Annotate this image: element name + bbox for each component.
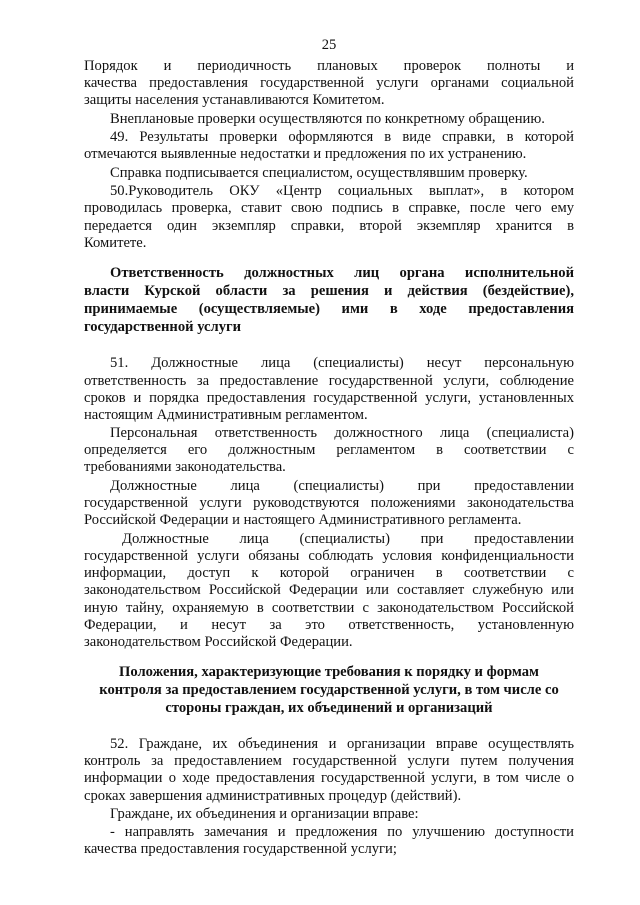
p-52-line-1: 52. Граждане, их объединения и организации вправе осуществлять	[110, 736, 574, 752]
p-confidential-line-2: государственной услуги обязаны соблюдать условия конфиденциальности	[84, 548, 574, 564]
p-signed-line-1: Справка подписывается специалистом, осуществлявшим проверку.	[110, 165, 528, 181]
p-unplanned-line-1: Внеплановые проверки осуществляются по конкретному обращению.	[110, 111, 545, 127]
p-49-line-2: отмечаются выявленные недостатки и предложения по их устранению.	[84, 146, 527, 162]
p-send-remarks-line-1: - направлять замечания и предложения по улучшению доступности	[110, 824, 574, 840]
p-personal-line-2: определяется его должностным регламентом в соответствии с	[84, 442, 574, 458]
p-confidential-line-4: законодательством Российской Федерации или составляет служебную или	[84, 582, 574, 598]
p-51-line-1: 51. Должностные лица (специалисты) несут персональную	[110, 355, 574, 371]
p-control-order-line-2: качества предоставления государственной услуги органами социальной	[84, 75, 574, 91]
p-control-order-line-1: Порядок и периодичность плановых проверок полноты и	[84, 58, 574, 74]
p-confidential-line-3: информации, доступ к которой ограничен в соответствии с	[84, 565, 574, 581]
p-citizens-right-line-1: Граждане, их объединения и организации вправе:	[110, 806, 419, 822]
h-provisions-line-3: стороны граждан, их объединений и организаций	[165, 700, 493, 716]
p-guided-line-2: государственной услуги руководствуются положениями законодательства	[84, 495, 574, 511]
p-guided-line-3: Российской Федерации и настоящего Административного регламента.	[84, 512, 522, 528]
h-responsibility-line-3: принимаемые (осуществляемые) ими в ходе предоставления	[84, 301, 574, 317]
p-confidential-line-5: иную тайну, охраняемую в соответствии с законодательством Российской	[84, 600, 574, 616]
p-52-line-4: сроках завершения административных процедур (действий).	[84, 788, 462, 804]
p-confidential-line-1: Должностные лица (специалисты) при предоставлении	[122, 531, 574, 547]
p-50-line-2: проводилась проверка, ставит свою подпись в справке, после чего ему	[84, 200, 574, 216]
p-49-line-1: 49. Результаты проверки оформляются в виде справки, в которой	[110, 129, 574, 145]
p-50-line-3: передается один экземпляр справки, второй экземпляр хранится в	[84, 218, 574, 234]
p-guided-line-1: Должностные лица (специалисты) при предоставлении	[110, 478, 574, 494]
h-responsibility-line-4: государственной услуги	[84, 319, 242, 335]
page-number: 25	[321, 37, 337, 53]
p-confidential-line-6: Федерации, и несут за это ответственность, установленную	[84, 617, 574, 633]
h-responsibility-line-1: Ответственность должностных лиц органа исполнительной	[110, 265, 574, 281]
p-control-order-line-3: защиты населения устанавливаются Комитетом.	[84, 92, 385, 108]
document-page	[84, 0, 574, 905]
p-personal-line-3: требованиями законодательства.	[84, 459, 286, 475]
p-52-line-2: контроль за предоставлением государственной услуги путем получения	[84, 753, 574, 769]
p-51-line-3: сроков и порядка предоставления государственной услуги, установленных	[84, 390, 574, 406]
p-confidential-line-7: законодательством Российской Федерации.	[84, 634, 353, 650]
h-provisions-line-1: Положения, характеризующие требования к порядку и формам	[119, 664, 539, 680]
p-51-line-2: ответственность за предоставление государственной услуги, соблюдение	[84, 373, 574, 389]
p-51-line-4: настоящим Административным регламентом.	[84, 407, 368, 423]
h-responsibility-line-2: власти Курской области за решения и действия (бездействие),	[84, 283, 574, 299]
p-personal-line-1: Персональная ответственность должностного лица (специалиста)	[110, 425, 574, 441]
p-50-line-4: Комитете.	[84, 235, 147, 251]
p-52-line-3: информации о ходе предоставления государственной услуги, в том числе о	[84, 770, 574, 786]
h-provisions-line-2: контроля за предоставлением государственной услуги, в том числе со	[99, 682, 559, 698]
p-50-line-1: 50.Руководитель ОКУ «Центр социальных выплат», в котором	[110, 183, 574, 199]
p-send-remarks-line-2: качества предоставления государственной услуги;	[84, 841, 397, 857]
